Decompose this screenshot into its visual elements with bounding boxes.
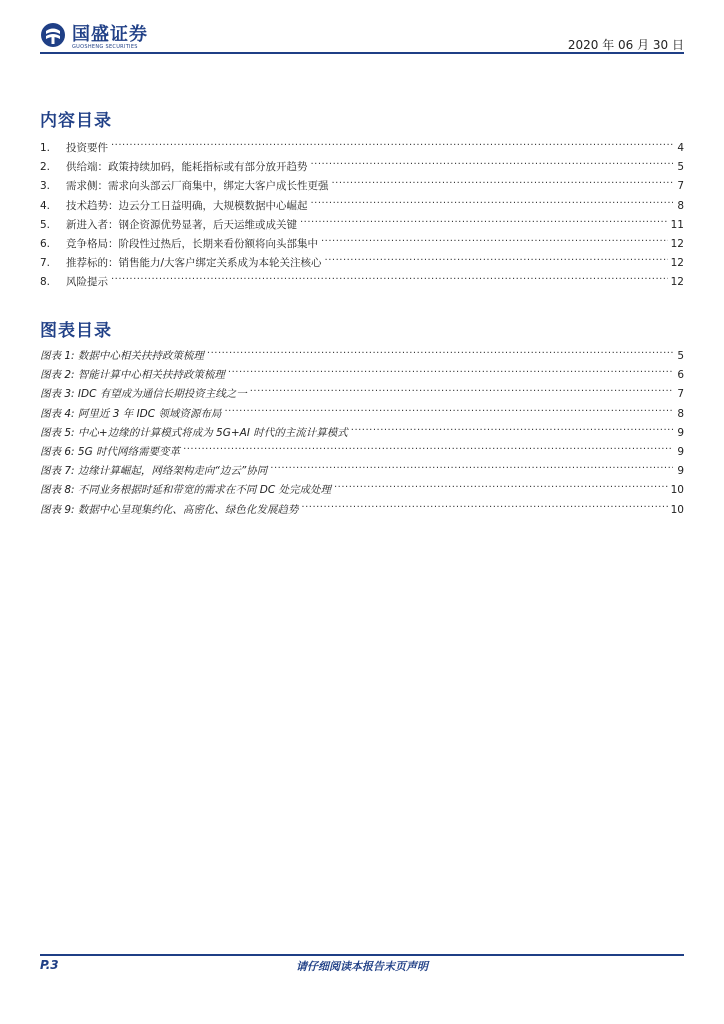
dot-leader	[270, 462, 673, 474]
dot-leader	[300, 216, 668, 228]
figure-entry-label: 图表 6: 5G 时代网络需要变革	[40, 445, 181, 458]
toc-entry-number: 2.	[40, 161, 51, 174]
figure-entry-label: 图表 5: 中心+边缘的计算模式将成为 5G+AI 时代的主流计算模式	[40, 426, 348, 439]
figure-entry[interactable]	[40, 424, 684, 443]
page-ref: 9	[677, 426, 684, 439]
toc-entry-number: 3.	[40, 180, 51, 193]
toc-title: 内容目录	[40, 111, 112, 131]
figure-entry[interactable]	[40, 405, 684, 424]
figure-entry-label: 图表 9: 数据中心呈现集约化、高密化、绿色化发展趋势	[40, 503, 299, 516]
toc-entry-label: 竞争格局：阶段性过热后，长期来看份额将向头部集中	[66, 237, 318, 250]
toc-entry[interactable]	[40, 197, 684, 216]
footer-divider	[40, 954, 684, 956]
figure-entry[interactable]	[40, 347, 684, 366]
toc-entry[interactable]	[40, 216, 684, 235]
dot-leader	[250, 385, 673, 397]
page-ref: 10	[670, 503, 684, 516]
figure-entry[interactable]	[40, 481, 684, 500]
toc-list	[40, 139, 684, 293]
figure-entry[interactable]	[40, 462, 684, 481]
figure-entry[interactable]	[40, 443, 684, 462]
toc-entry[interactable]	[40, 273, 684, 292]
toc-entry-number: 1.	[40, 142, 51, 154]
figure-entry[interactable]	[40, 501, 684, 520]
toc-entry[interactable]	[40, 158, 684, 177]
toc-entry-label: 投资要件	[66, 142, 108, 154]
toc-entry-number: 5.	[40, 218, 51, 231]
toc-entry[interactable]	[40, 177, 684, 196]
guosheng-logo-icon	[40, 22, 66, 48]
toc-entry-number: 4.	[40, 199, 51, 212]
page-ref: 5	[677, 350, 684, 362]
page-ref: 9	[677, 465, 684, 478]
page-header	[40, 20, 684, 54]
figure-entry[interactable]	[40, 385, 684, 404]
page-ref: 9	[677, 445, 684, 458]
dot-leader	[183, 443, 673, 455]
page-ref: 11	[670, 218, 684, 231]
header-divider	[40, 52, 684, 54]
dot-leader	[311, 197, 674, 209]
figures-list	[40, 347, 684, 520]
dot-leader	[207, 347, 673, 359]
page-ref: 6	[677, 369, 684, 382]
dot-leader	[224, 405, 673, 417]
dot-leader	[111, 139, 673, 151]
page-ref: 12	[670, 257, 684, 270]
toc-entry[interactable]	[40, 254, 684, 273]
toc-entry-number: 8.	[40, 276, 51, 289]
disclaimer-note: 请仔细阅读本报告末页声明	[296, 960, 428, 973]
dot-leader	[311, 158, 674, 170]
toc-entry-label: 风险提示	[66, 276, 108, 289]
figure-entry-label: 图表 8: 不同业务根据时延和带宽的需求在不同 DC 处完成处理	[40, 484, 331, 497]
toc-entry-label: 技术趋势：边云分工日益明确，大规模数据中心崛起	[66, 199, 308, 212]
page-ref: 10	[670, 484, 684, 497]
figure-entry-label: 图表 3: IDC 有望成为通信长期投资主线之一	[40, 388, 247, 401]
dot-leader	[111, 273, 668, 285]
page-ref: 12	[670, 276, 684, 289]
toc-entry-label: 供给端：政策持续加码，能耗指标或有部分放开趋势	[66, 161, 308, 174]
page-ref: 4	[677, 142, 684, 154]
page-ref: 8	[677, 199, 684, 212]
page-number: P.3	[40, 958, 59, 972]
page-ref: 12	[670, 237, 684, 250]
logo-subtitle: GUOSHENG SECURITIES	[72, 44, 138, 50]
dot-leader	[301, 501, 667, 513]
logo-text: 国盛证券	[72, 24, 148, 45]
dot-leader	[321, 235, 668, 247]
figures-title: 图表目录	[40, 321, 112, 341]
toc-entry[interactable]	[40, 235, 684, 254]
toc-entry[interactable]	[40, 139, 684, 158]
page-ref: 5	[677, 161, 684, 174]
toc-entry-number: 6.	[40, 237, 51, 250]
dot-leader	[325, 254, 668, 266]
report-date: 2020 年 06 月 30 日	[567, 38, 684, 52]
figure-entry-label: 图表 1: 数据中心相关扶持政策梳理	[40, 350, 204, 362]
dot-leader	[351, 424, 673, 436]
figure-entry[interactable]	[40, 366, 684, 385]
toc-entry-label: 推荐标的：销售能力/大客户绑定关系成为本轮关注核心	[66, 257, 322, 270]
dot-leader	[332, 177, 674, 189]
toc-entry-number: 7.	[40, 257, 51, 270]
toc-entry-label: 需求侧：需求向头部云厂商集中，绑定大客户成长性更强	[66, 180, 329, 193]
figure-entry-label: 图表 7: 边缘计算崛起，网络架构走向“边云”协同	[40, 465, 268, 478]
page-ref: 7	[677, 388, 684, 401]
figure-entry-label: 图表 4: 阿里近 3 年 IDC 领域资源布局	[40, 407, 222, 420]
dot-leader	[228, 366, 673, 378]
dot-leader	[334, 481, 668, 493]
figure-entry-label: 图表 2: 智能计算中心相关扶持政策梳理	[40, 369, 225, 382]
page-ref: 8	[677, 407, 684, 420]
toc-entry-label: 新进入者：钢企资源优势显著，后天运维或成关键	[66, 218, 297, 231]
page-ref: 7	[677, 180, 684, 193]
